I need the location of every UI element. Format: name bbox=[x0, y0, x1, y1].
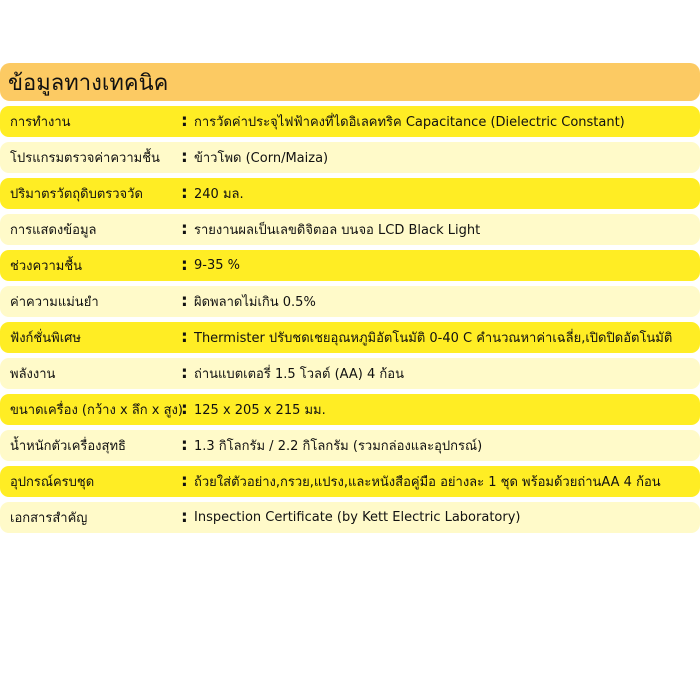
spec-label: การแสดงข้อมูล bbox=[10, 223, 97, 238]
spec-value: การวัดค่าประจุไฟฟ้าคงที่ไดอิเลคทริค Capacitance (Dielectric Constant) bbox=[194, 115, 625, 130]
spec-label: อุปกรณ์ครบชุด bbox=[10, 475, 95, 490]
spec-label: ช่วงความชื้น bbox=[10, 259, 83, 274]
spec-colon: : bbox=[181, 435, 188, 455]
spec-value: 240 มล. bbox=[194, 187, 244, 202]
spec-label: ฟังก์ชั่นพิเศษ bbox=[10, 331, 81, 346]
spec-table bbox=[0, 63, 700, 538]
spec-label: โปรแกรมตรวจค่าความชื้น bbox=[10, 151, 160, 166]
spec-value: 1.3 กิโลกรัม / 2.2 กิโลกรัม (รวมกล่องและอุปกรณ์) bbox=[194, 439, 483, 454]
spec-colon: : bbox=[181, 471, 188, 491]
spec-header bbox=[0, 63, 700, 101]
spec-label: พลังงาน bbox=[10, 367, 56, 382]
spec-row bbox=[0, 142, 700, 173]
spec-label: ขนาดเครื่อง (กว้าง x ลึก x สูง) bbox=[10, 403, 183, 418]
spec-title: ข้อมูลทางเทคนิค bbox=[8, 70, 169, 96]
spec-colon: : bbox=[181, 255, 188, 275]
spec-value: รายงานผลเป็นเลขดิจิตอล บนจอ LCD Black Light bbox=[194, 223, 481, 238]
spec-row bbox=[0, 358, 700, 389]
spec-row bbox=[0, 106, 700, 137]
spec-value: 125 x 205 x 215 มม. bbox=[194, 403, 326, 418]
spec-row bbox=[0, 394, 700, 425]
spec-colon: : bbox=[181, 363, 188, 383]
spec-colon: : bbox=[181, 327, 188, 347]
spec-label: น้ำหนักตัวเครื่องสุทธิ bbox=[10, 439, 126, 454]
spec-row bbox=[0, 322, 700, 353]
spec-value: ข้าวโพด (Corn/Maiza) bbox=[194, 151, 329, 166]
spec-value: 9-35 % bbox=[194, 258, 240, 273]
spec-row bbox=[0, 430, 700, 461]
spec-value: ถ่านแบตเตอรี่ 1.5 โวลต์ (AA) 4 ก้อน bbox=[194, 367, 404, 382]
spec-colon: : bbox=[181, 111, 188, 131]
spec-label: ปริมาตรวัตถุดิบตรวจวัด bbox=[10, 187, 143, 202]
spec-row bbox=[0, 466, 700, 497]
spec-label: การทำงาน bbox=[10, 115, 71, 130]
spec-label: เอกสารสำคัญ bbox=[10, 511, 88, 526]
spec-row bbox=[0, 286, 700, 317]
spec-row bbox=[0, 214, 700, 245]
spec-row bbox=[0, 178, 700, 209]
spec-colon: : bbox=[181, 183, 188, 203]
spec-colon: : bbox=[181, 399, 188, 419]
spec-colon: : bbox=[181, 219, 188, 239]
spec-value: ผิดพลาดไม่เกิน 0.5% bbox=[194, 295, 316, 310]
spec-label: ค่าความแม่นยำ bbox=[10, 295, 99, 310]
spec-value: Inspection Certificate (by Kett Electric Laboratory) bbox=[194, 510, 521, 525]
spec-row bbox=[0, 250, 700, 281]
spec-value: Thermister ปรับชดเชยอุณหภูมิอัตโนมัติ 0-40 C คำนวณหาค่าเฉลี่ย,เปิดปิดอัตโนมัติ bbox=[194, 331, 673, 346]
spec-value: ถ้วยใส่ตัวอย่าง,กรวย,แปรง,และหนังสือคู่มือ อย่างละ 1 ชุด พร้อมด้วยถ่านAA 4 ก้อน bbox=[194, 475, 661, 490]
spec-colon: : bbox=[181, 291, 188, 311]
spec-colon: : bbox=[181, 147, 188, 167]
spec-colon: : bbox=[181, 507, 188, 527]
spec-row bbox=[0, 502, 700, 533]
